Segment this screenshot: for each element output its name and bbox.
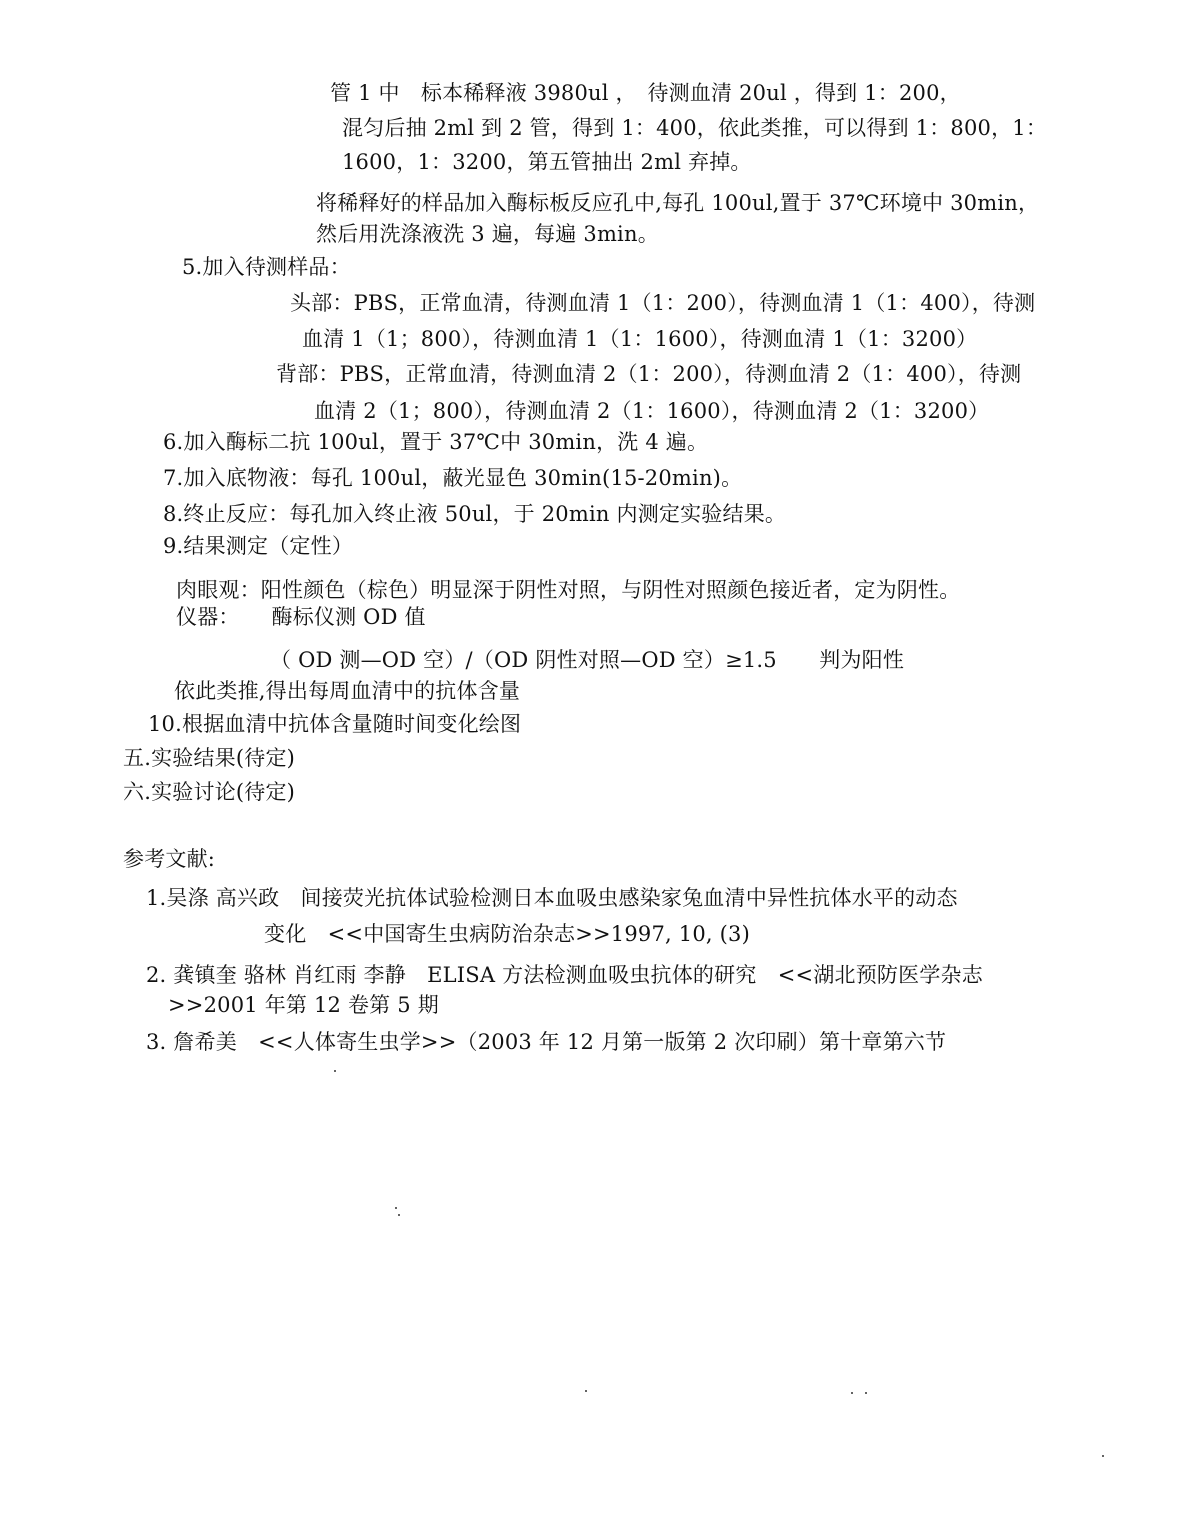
- section-discussion: 六.实验讨论(待定): [123, 780, 296, 804]
- instrument-line: 仪器： 酶标仪测 OD 值: [176, 605, 426, 629]
- reference-2-line1: 2. 龚镇奎 骆林 肖红雨 李静 ELISA 方法检测血吸虫抗体的研究 <<湖北预防医学杂志: [146, 963, 983, 987]
- scan-speck: [865, 1392, 867, 1394]
- dilution-tube1: 管 1 中 标本稀释液 3980ul ， 待测血清 20ul ，得到 1：200，: [330, 81, 961, 105]
- step10: 10.根据血清中抗体含量随时间变化绘图: [148, 712, 522, 736]
- step5-title: 5.加入待测样品：: [182, 255, 351, 279]
- reference-3: 3. 詹希美 <<人体寄生虫学>>（2003 年 12 月第一版第 2 次印刷）第十章第六节: [146, 1030, 947, 1054]
- naked-eye-result: 肉眼观：阳性颜色（棕色）明显深于阴性对照，与阴性对照颜色接近者，定为阴性。: [176, 578, 961, 602]
- step6: 6.加入酶标二抗 100ul，置于 37℃中 30min，洗 4 遍。: [163, 430, 709, 454]
- section-results: 五.实验结果(待定): [123, 746, 296, 770]
- reference-2-line2: >>2001 年第 12 卷第 5 期: [168, 993, 439, 1017]
- dilution-wash: 然后用洗涤液洗 3 遍，每遍 3min。: [316, 222, 659, 246]
- step7: 7.加入底物液：每孔 100ul，蔽光显色 30min(15-20min)。: [163, 466, 743, 490]
- dilution-add-plate: 将稀释好的样品加入酶标板反应孔中,每孔 100ul,置于 37℃环境中 30min，: [316, 191, 1040, 215]
- scan-speck: [585, 1390, 587, 1392]
- reference-1-line2: 变化 <<中国寄生虫病防治杂志>>1997, 10, (3): [264, 922, 750, 946]
- step8: 8.终止反应：每孔加入终止液 50ul，于 20min 内测定实验结果。: [163, 502, 787, 526]
- dilution-mix: 混匀后抽 2ml 到 2 管，得到 1：400，依此类推，可以得到 1：800，1：: [342, 116, 1048, 140]
- scan-speck: [1102, 1455, 1104, 1457]
- reference-1-line1: 1.吴涤 高兴政 间接荧光抗体试验检测日本血吸虫感染家兔血清中异性抗体水平的动态: [146, 886, 958, 910]
- analogy-line: 依此类推,得出每周血清中的抗体含量: [174, 679, 521, 703]
- od-formula: （ OD 测—OD 空）/（OD 阴性对照—OD 空）≥1.5 判为阳性: [270, 648, 905, 672]
- scan-speck: [398, 1214, 400, 1216]
- dilution-mix-cont: 1600，1：3200，第五管抽出 2ml 弃掉。: [342, 150, 752, 174]
- back-line1: 背部：PBS，正常血清，待测血清 2（1：200），待测血清 2（1：400），待测: [276, 362, 1022, 386]
- references-heading: 参考文献:: [123, 847, 216, 871]
- scan-speck: [395, 1207, 397, 1209]
- step9-title: 9.结果测定（定性）: [163, 534, 354, 558]
- scan-speck: [334, 1070, 336, 1072]
- back-line2: 血清 2（1；800），待测血清 2（1：1600），待测血清 2（1：3200）: [314, 399, 990, 423]
- head-line1: 头部：PBS，正常血清，待测血清 1（1：200），待测血清 1（1：400），待测: [290, 291, 1036, 315]
- head-line2: 血清 1（1；800），待测血清 1（1：1600），待测血清 1（1：3200）: [302, 327, 978, 351]
- scan-speck: [851, 1392, 853, 1394]
